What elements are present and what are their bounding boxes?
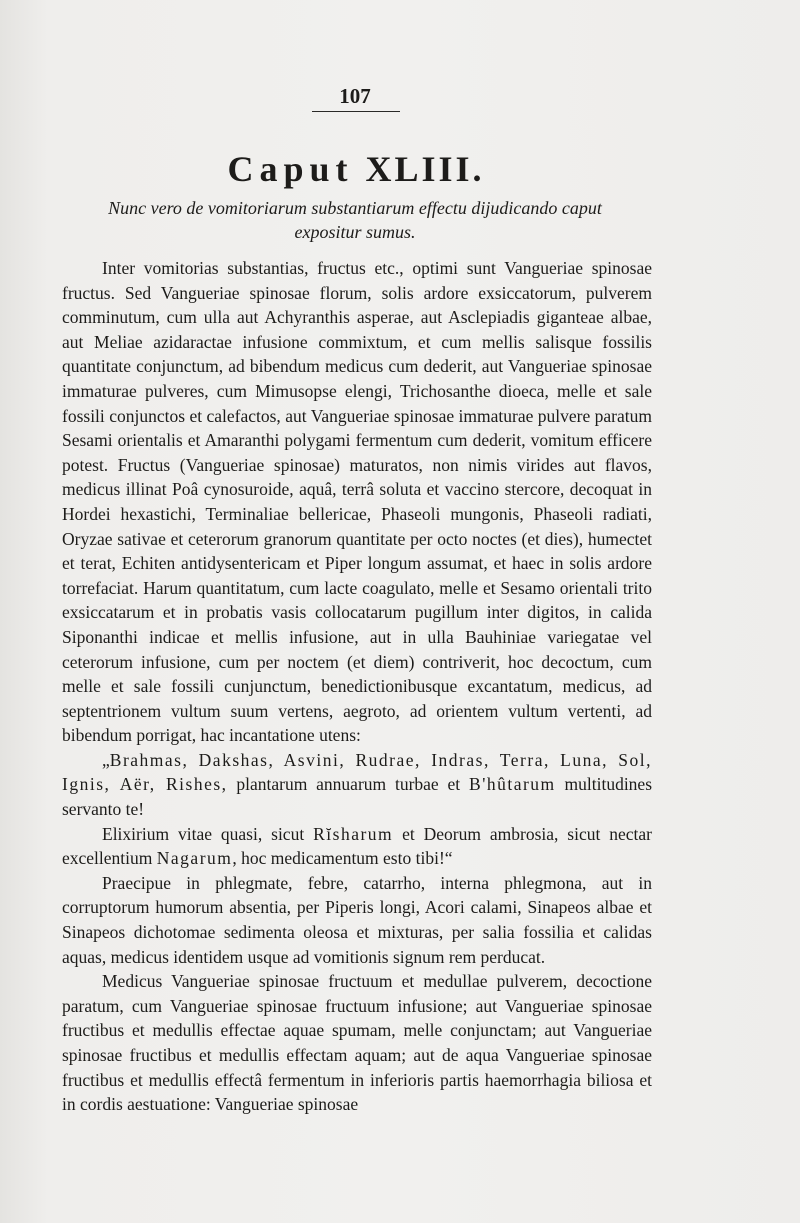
incantation-bhutarum: B'hûtarum <box>469 774 556 795</box>
paragraph-4: Praecipue in phlegmate, febre, catarrho, interna phlegmona, aut in corruptorum humorum absentia, per Piperis longi, Acori calami, Sinapeos albae et Sinapeos dichotomae sedimenta oleosa et mixturas, per salia fossilia et calidas aquas, medicus identidem usque ad vomitionis signum rem perducat. <box>62 872 652 967</box>
body-text <box>62 256 652 1117</box>
chapter-word: Caput <box>227 149 354 189</box>
chapter-subtitle <box>70 196 640 244</box>
paragraph-3-pre: Elixirium vitae quasi, sicut <box>102 823 314 844</box>
paragraph-3-mid: et Deorum ambrosia, sicut nectar excellentium <box>62 823 652 869</box>
subtitle-line-1: Nunc vero de vomitoriarum substantiarum effectu dijudicando caput <box>108 198 602 218</box>
paragraph-5: Medicus Vangueriae spinosae fructuum et medullae pulverem, decoctione paratum, cum Vangueriae spinosae fructuum infusione; aut Vangueriae spinosae fructibus et medullis effectae aquae spumam, melle conjunctam; aut Vangueriae spinosae fructibus et medullis effectam aquam; aut de aqua Vangueriae spinosae fructibus et medullis effectâ fermentum in inferioris partis haemorrhagia biliosa et in cordis aestuatione: Vangueriae spinosae <box>62 971 652 1115</box>
page-number-rule <box>312 111 400 112</box>
paragraph-3-risharum: Rĭsharum <box>313 823 394 844</box>
subtitle-line-2: expositur sumus. <box>294 222 416 242</box>
incantation-open-quote: „ <box>102 749 110 770</box>
paragraph-3-nagarum: Nagarum <box>156 848 233 869</box>
paragraph-3 <box>62 822 652 871</box>
paragraph-1: Inter vomitorias substantias, fructus etc., optimi sunt Vangueriae spinosae fructus. Sed Vangueriae spinosae florum, solis ardore exsiccatorum, pulverem comminutum, cum ulla aut Achyranthis asperae, aut Asclepiadis giganteae albae, aut Meliae azidaractae infusione commixtum, et cum mellis salisque fossilis quantitate conjunctum, ad bibendum medicus cum dederit, aut Vangueriae spinosae immaturae pulveres, cum Mimusopse elengi, Trichosanthe dioeca, melle et sale fossili conjunctos et calefactos, aut Vangueriae spinosae immaturae pulvere paratum Sesami orientalis et Amaranthi polygami fermentum cum dederit, vomitum efficere potest. Fructus (Vangueriae spinosae) maturatos, non nimis virides aut flavos, medicus illinat Poâ cynosuroide, aquâ, terrâ soluta et vaccino stercore, decoquat in Hordei hexastichi, Terminaliae bellericae, Phaseoli mungonis, Phaseoli radiati, Oryzae sativae et ceterorum granorum quantitate per octo noctes (et dies), humectet et terat, Echiten antidysentericam et Piper longum assumat, et haec in solis ardore torrefaciat. Harum quantitatum, cum lacte coagulato, melle et Sesamo orientali trito exsiccatarum et in probatis vasis collocatarum pugillum inter digitos, in calida Siponanthi indicae et mellis infusione, aut in ulla Bauhiniae variegatae vel ceterorum infusione, cum per noctem (et diem) contriverit, hoc decoctum, cum melle et sale fossili cunjunctum, benedictionibusque excantatum, medicus, ad septentrionem vultum suum vertens, aegroto, ad orientem vultum vertenti, ad bibendum porrigat, hac incantatione utens: <box>62 258 652 746</box>
chapter-numeral: XLIII. <box>365 149 485 189</box>
paragraph-3-post: , hoc medicamentum esto tibi!“ <box>232 848 453 869</box>
incantation-text-2: multitudines servanto te! <box>62 774 653 820</box>
chapter-heading <box>0 148 712 190</box>
page-number: 107 <box>339 84 371 108</box>
incantation-deities: Brahmas, Dakshas, Asvini, Rudrae, Indras, Terra, Luna, Sol, Ignis, Aër, Rishes, <box>62 749 652 795</box>
incantation-paragraph <box>62 748 652 822</box>
incantation-text-1: plantarum annuarum turbae et <box>227 774 470 795</box>
